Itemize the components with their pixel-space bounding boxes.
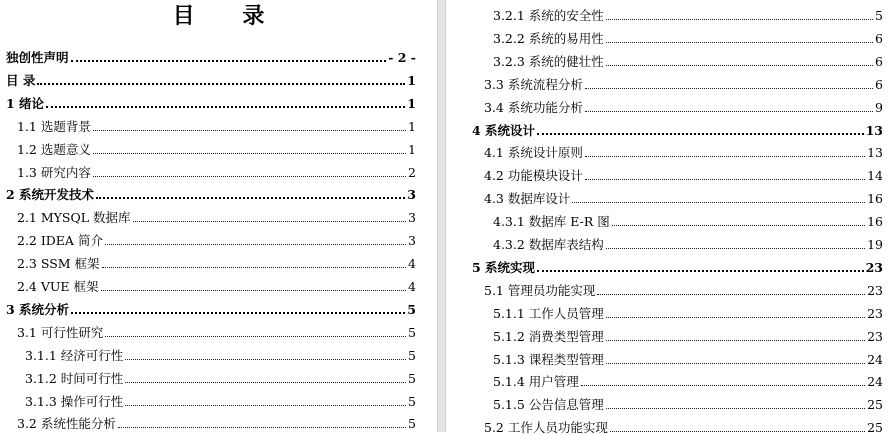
toc-entry[interactable]	[17, 226, 416, 248]
toc-entry[interactable]	[493, 230, 883, 252]
toc-entry[interactable]	[493, 299, 883, 321]
toc-title: 目 录	[172, 3, 285, 29]
toc-entry-page: 6	[875, 53, 883, 69]
toc-entry-label: 3.3 系统流程分析	[484, 76, 583, 92]
toc-entry[interactable]	[493, 367, 883, 389]
toc-entry[interactable]	[6, 295, 416, 317]
toc-entry-page: 5	[875, 8, 883, 23]
toc-leader-dots	[96, 197, 405, 199]
toc-entry-label: 2.3 SSM 框架	[17, 256, 100, 272]
toc-entry-page: 24	[867, 351, 883, 367]
toc-entry-page: 5	[408, 393, 416, 409]
toc-entry[interactable]	[6, 89, 416, 111]
toc-entry-label: 4 系统设计	[472, 122, 536, 138]
toc-entry[interactable]	[484, 70, 883, 92]
toc-entry-label: 5.1.5 公告信息管理	[493, 397, 604, 413]
toc-entry-page: 4	[408, 279, 416, 294]
toc-leader-dots	[585, 88, 873, 89]
toc-leader-dots	[101, 290, 407, 291]
toc-entry-page: 25	[867, 420, 883, 435]
toc-leader-dots	[118, 427, 406, 428]
toc-entry-label: 3.1.1 经济可行性	[25, 347, 124, 363]
toc-entry-label: 5.1.3 课程类型管理	[493, 351, 604, 367]
toc-entry-page: 13	[867, 145, 883, 161]
toc-entry-page: 16	[867, 214, 883, 230]
toc-entry-page: 5	[408, 347, 416, 363]
toc-entry-label: 目 录	[6, 72, 36, 88]
toc-entry-label: 独创性声明	[6, 50, 69, 65]
toc-entry[interactable]	[484, 184, 883, 206]
toc-leader-dots	[606, 65, 873, 66]
toc-leader-dots	[37, 83, 405, 85]
toc-entry-label: 3.1.2 时间可行性	[25, 370, 124, 386]
toc-entry-label: 3.1 可行性研究	[17, 324, 104, 340]
toc-leader-dots	[71, 312, 405, 314]
toc-entry[interactable]	[25, 364, 416, 386]
toc-entry-label: 4.1 系统设计原则	[484, 145, 583, 161]
toc-entry[interactable]	[17, 409, 416, 431]
toc-entry[interactable]	[493, 322, 883, 344]
toc-entry-label: 3.2.1 系统的安全性	[493, 8, 604, 23]
page-gutter	[437, 0, 446, 432]
toc-entry[interactable]	[493, 47, 883, 69]
toc-leader-dots	[597, 294, 865, 295]
toc-entry-label: 4.3.1 数据库 E-R 图	[493, 214, 610, 230]
toc-entry-label: 1.2 选题意义	[17, 141, 91, 157]
toc-entry-label: 2.2 IDEA 简介	[17, 233, 103, 249]
toc-entry-label: 2.4 VUE 框架	[17, 279, 99, 294]
toc-entry-page: 5	[407, 301, 416, 317]
toc-entry-label: 2 系统开发技术	[6, 187, 95, 203]
toc-leader-dots	[102, 267, 407, 268]
toc-leader-dots	[606, 248, 865, 249]
toc-entry[interactable]	[17, 249, 416, 271]
toc-entry-label: 2.1 MYSQL 数据库	[17, 210, 131, 226]
toc-entry[interactable]	[17, 112, 416, 134]
toc-leader-dots	[133, 221, 407, 222]
toc-entry-page: 6	[875, 76, 883, 92]
toc-entry-page: 25	[867, 397, 883, 413]
toc-entry-label: 5.1.1 工作人员管理	[493, 305, 604, 321]
toc-entry[interactable]	[17, 135, 416, 157]
toc-entry-label: 3.4 系统功能分析	[484, 99, 583, 115]
toc-entry-label: 1 绪论	[6, 95, 45, 111]
toc-entry-page: 19	[867, 237, 883, 252]
toc-leader-dots	[572, 202, 865, 203]
toc-entry[interactable]	[493, 207, 883, 229]
toc-leader-dots	[93, 153, 406, 154]
toc-entry-page: 24	[867, 374, 883, 390]
toc-entry[interactable]	[472, 253, 883, 275]
toc-entry[interactable]	[493, 345, 883, 367]
toc-entry[interactable]	[484, 93, 883, 115]
toc-leader-dots	[606, 340, 865, 341]
toc-entry[interactable]	[472, 116, 883, 138]
toc-entry-page: 23	[867, 305, 883, 321]
toc-leader-dots	[93, 176, 406, 177]
toc-entry[interactable]	[493, 390, 883, 412]
toc-leader-dots	[606, 363, 865, 364]
toc-leader-dots	[585, 156, 865, 157]
toc-entry-label: 3.2 系统性能分析	[17, 416, 116, 432]
toc-entry-page: 1	[407, 95, 416, 111]
toc-leader-dots	[105, 336, 406, 337]
toc-entry[interactable]	[6, 43, 416, 65]
toc-leader-dots	[46, 106, 405, 108]
toc-entry[interactable]	[493, 1, 883, 23]
toc-entry-label: 4.3 数据库设计	[484, 191, 571, 207]
toc-leader-dots	[606, 19, 873, 20]
toc-entry-page: 5	[408, 416, 416, 432]
toc-entry-label: 3 系统分析	[6, 301, 70, 317]
toc-leader-dots	[125, 382, 406, 383]
toc-entry-label: 4.3.2 数据库表结构	[493, 237, 604, 252]
toc-leader-dots	[606, 317, 865, 318]
toc-entry[interactable]	[17, 272, 416, 294]
toc-entry-page: 6	[875, 30, 883, 46]
toc-entry-label: 5.2 工作人员功能实现	[484, 420, 608, 435]
toc-entry-label: 4.2 功能模块设计	[484, 168, 583, 184]
toc-entry[interactable]	[17, 318, 416, 340]
toc-leader-dots	[125, 405, 406, 406]
toc-entry[interactable]	[484, 138, 883, 160]
toc-entry[interactable]	[493, 24, 883, 46]
toc-leader-dots	[93, 130, 406, 131]
toc-entry-label: 5 系统实现	[472, 259, 536, 275]
toc-entry[interactable]	[17, 158, 416, 180]
toc-leader-dots	[612, 225, 865, 226]
toc-entry-page: 4	[408, 256, 416, 272]
toc-entry-page: 3	[408, 210, 416, 226]
toc-entry-label: 3.2.2 系统的易用性	[493, 30, 604, 46]
toc-entry[interactable]	[484, 276, 883, 298]
toc-entry-page: 1	[407, 72, 416, 88]
toc-entry-page: 13	[865, 122, 883, 138]
toc-entry-page: 2	[408, 164, 416, 180]
toc-page-left	[0, 0, 437, 432]
toc-entry-label: 1.3 研究内容	[17, 164, 91, 180]
toc-entry-page: 23	[867, 282, 883, 298]
toc-leader-dots	[537, 270, 864, 272]
toc-entry-label: 5.1.2 消费类型管理	[493, 328, 604, 344]
toc-leader-dots	[585, 111, 873, 112]
toc-entry-page: 14	[867, 168, 883, 184]
toc-entry-page: 23	[865, 259, 883, 275]
toc-entry-label: 5.1 管理员功能实现	[484, 282, 596, 298]
toc-entry[interactable]	[6, 180, 416, 202]
toc-leader-dots	[71, 60, 387, 62]
toc-entry[interactable]	[6, 66, 416, 88]
toc-entry-page: 23	[867, 328, 883, 344]
toc-leader-dots	[105, 244, 406, 245]
toc-leader-dots	[606, 408, 865, 409]
toc-entry-label: 3.2.3 系统的健壮性	[493, 53, 604, 69]
toc-entry-label: 3.1.3 操作可行性	[25, 393, 124, 409]
toc-entry[interactable]	[25, 341, 416, 363]
toc-leader-dots	[537, 133, 864, 135]
toc-entry[interactable]	[17, 203, 416, 225]
toc-entry-page: 1	[408, 118, 416, 134]
toc-entry[interactable]	[25, 387, 416, 409]
toc-entry-page: 16	[867, 191, 883, 207]
toc-leader-dots	[606, 42, 873, 43]
toc-entry-page: 5	[408, 370, 416, 386]
toc-entry-page: 5	[408, 324, 416, 340]
toc-entry-page: 3	[408, 233, 416, 249]
toc-entry-label: 1.1 选题背景	[17, 118, 91, 134]
toc-entry-page: 1	[408, 141, 416, 157]
toc-entry[interactable]	[484, 161, 883, 183]
toc-entry-page: 3	[407, 187, 416, 203]
toc-entry-page: - 2 -	[388, 50, 416, 65]
toc-entry-page: 9	[875, 99, 883, 115]
toc-leader-dots	[125, 359, 406, 360]
toc-entry-label: 5.1.4 用户管理	[493, 374, 579, 390]
toc-page-right	[446, 0, 888, 435]
toc-leader-dots	[585, 179, 865, 180]
toc-leader-dots	[581, 385, 865, 386]
